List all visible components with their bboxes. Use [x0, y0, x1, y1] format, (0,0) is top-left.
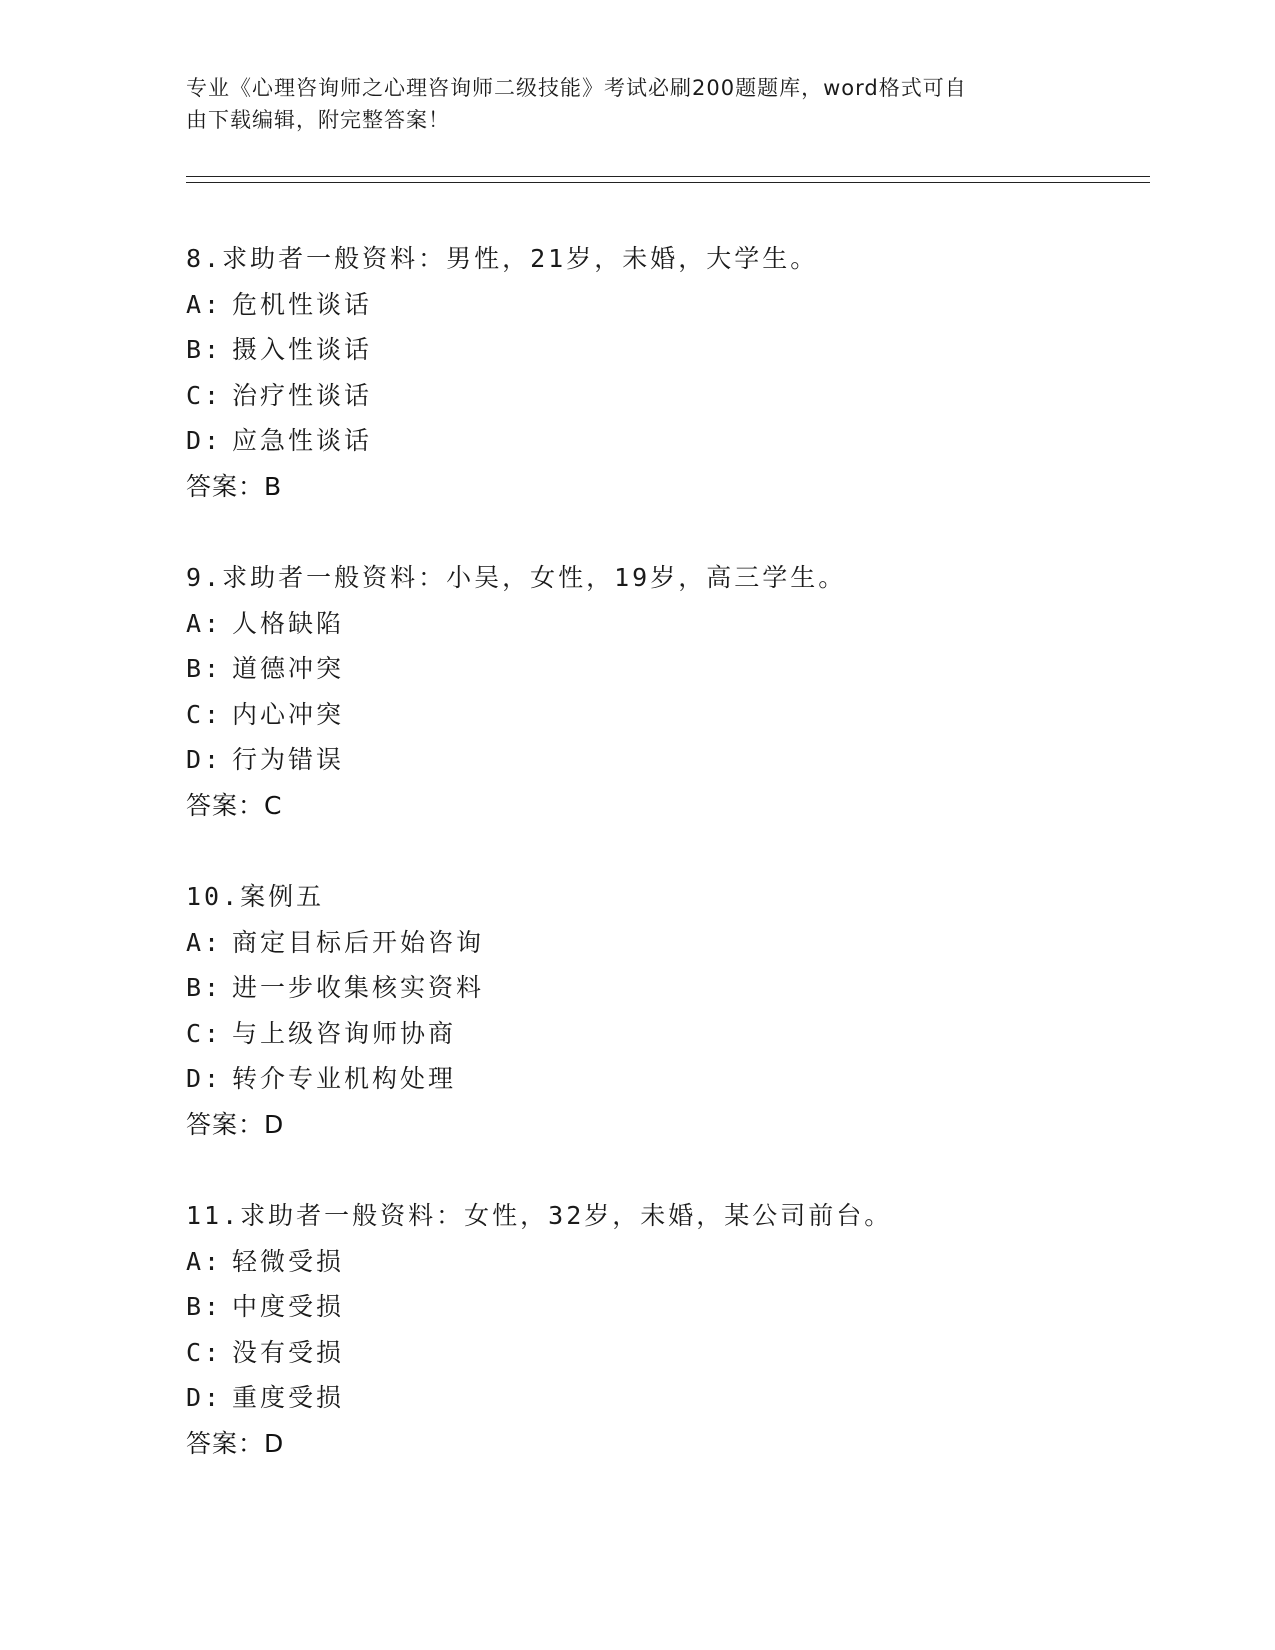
option-text: 商定目标后开始咨询	[232, 927, 485, 957]
option-d	[186, 1056, 1146, 1102]
question-stem: 8.求助者一般资料：男性，21岁，未婚，大学生。	[186, 244, 819, 273]
option-letter: D:	[186, 745, 223, 774]
question-10	[186, 874, 1146, 1147]
option-text: 重度受损	[232, 1383, 345, 1412]
answer-line: 答案：C	[186, 790, 283, 820]
option-text: 轻微受损	[232, 1246, 345, 1276]
option-c	[186, 1330, 1146, 1376]
option-letter: C:	[186, 1018, 223, 1048]
option-c	[186, 692, 1146, 738]
question-stem: 9.求助者一般资料：小吴，女性，19岁，高三学生。	[186, 563, 847, 592]
option-letter: A:	[186, 289, 223, 319]
option-text: 道德冲突	[232, 654, 345, 683]
option-text: 与上级咨询师协商	[232, 1018, 457, 1048]
option-letter: B:	[186, 1292, 223, 1321]
header-divider-top	[186, 176, 1150, 177]
question-stem: 11.求助者一般资料：女性，32岁，未婚，某公司前台。	[186, 1201, 893, 1230]
question-9	[186, 555, 1146, 828]
option-letter: A:	[186, 927, 223, 957]
option-letter: C:	[186, 699, 223, 729]
option-letter: D:	[186, 426, 223, 455]
option-a	[186, 601, 1146, 647]
option-text: 治疗性谈话	[232, 380, 373, 410]
answer-line: 答案：D	[186, 1109, 285, 1139]
option-letter: A:	[186, 1246, 223, 1276]
answer-line: 答案：B	[186, 471, 283, 501]
option-letter: A:	[186, 608, 223, 638]
answer-line: 答案：D	[186, 1428, 285, 1458]
option-text: 进一步收集核实资料	[232, 973, 485, 1002]
option-text: 转介专业机构处理	[232, 1064, 457, 1093]
option-a	[186, 920, 1146, 966]
option-letter: D:	[186, 1383, 223, 1412]
option-text: 人格缺陷	[232, 608, 345, 638]
option-letter: C:	[186, 1337, 223, 1367]
option-text: 应急性谈话	[232, 426, 373, 455]
option-b	[186, 327, 1146, 373]
option-d	[186, 418, 1146, 464]
option-letter: C:	[186, 380, 223, 410]
option-letter: B:	[186, 654, 223, 683]
option-text: 中度受损	[232, 1292, 345, 1321]
question-8	[186, 236, 1146, 509]
document-header	[186, 72, 1076, 136]
option-b	[186, 646, 1146, 692]
option-text: 没有受损	[232, 1337, 345, 1367]
option-text: 行为错误	[232, 745, 345, 774]
header-line-1: 专业《心理咨询师之心理咨询师二级技能》考试必刷200题题库，word格式可自	[186, 76, 967, 100]
question-stem: 10.案例五	[186, 882, 325, 911]
option-letter: D:	[186, 1064, 223, 1093]
option-text: 内心冲突	[232, 699, 345, 729]
option-a	[186, 1239, 1146, 1285]
question-11	[186, 1193, 1146, 1466]
question-list	[186, 236, 1146, 1466]
header-line-2: 由下载编辑，附完整答案！	[186, 108, 450, 132]
option-text: 危机性谈话	[232, 289, 373, 319]
option-letter: B:	[186, 973, 223, 1002]
header-divider-bottom	[186, 182, 1150, 183]
option-c	[186, 373, 1146, 419]
option-d	[186, 1375, 1146, 1421]
option-text: 摄入性谈话	[232, 335, 373, 364]
option-a	[186, 282, 1146, 328]
option-c	[186, 1011, 1146, 1057]
option-letter: B:	[186, 335, 223, 364]
option-b	[186, 965, 1146, 1011]
option-d	[186, 737, 1146, 783]
option-b	[186, 1284, 1146, 1330]
